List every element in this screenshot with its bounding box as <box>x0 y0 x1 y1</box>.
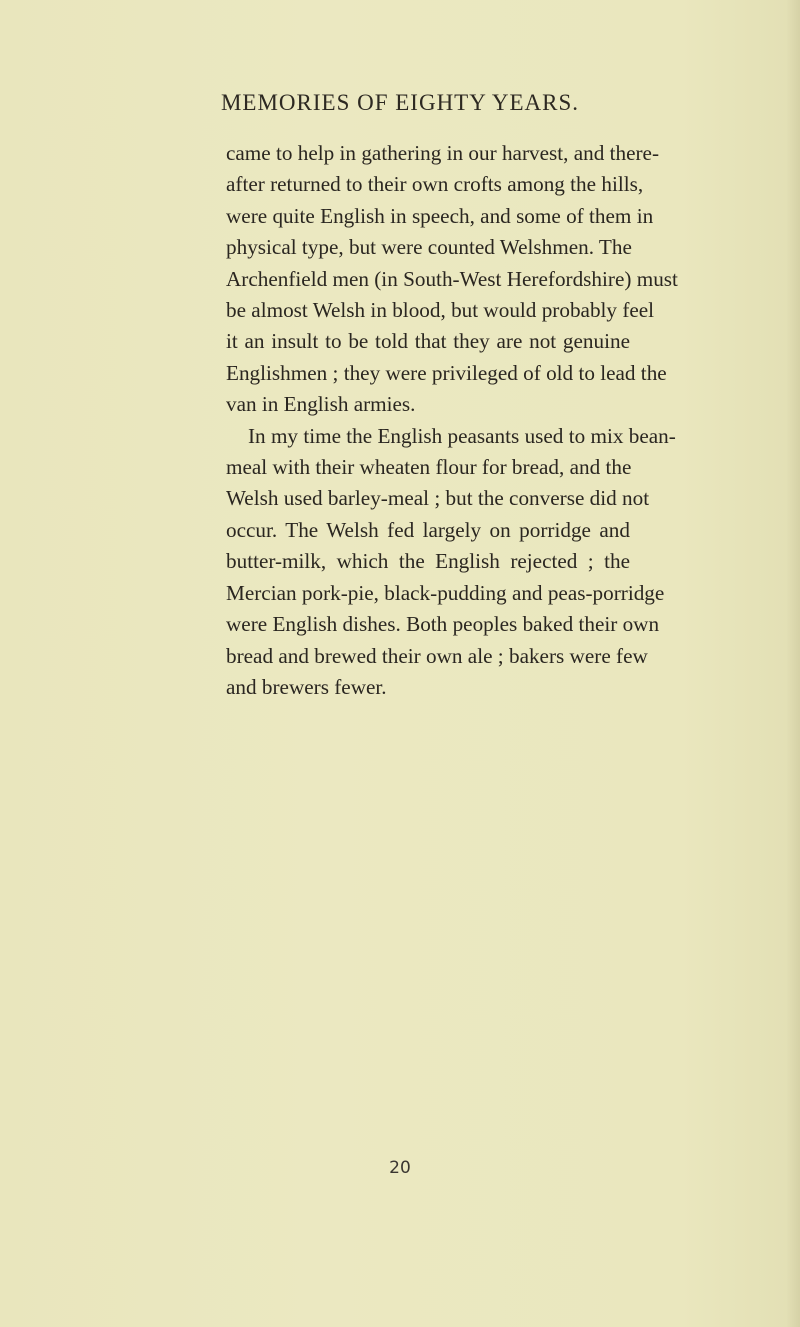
text-line: Archenfield men (in South-West Herefordshire) must <box>226 266 678 291</box>
page-edge-shadow <box>786 0 800 1327</box>
running-head: MEMORIES OF EIGHTY YEARS. <box>220 90 580 115</box>
paragraph-end-line: van in English armies. <box>226 392 416 417</box>
text-line: Welsh used barley-meal ; but the converse did not <box>226 486 650 511</box>
text-line: physical type, but were counted Welshmen. The <box>226 235 632 260</box>
text-line: bread and brewed their own ale ; bakers were few <box>226 643 648 668</box>
body-text <box>226 138 678 703</box>
text-line: were quite English in speech, and some of them in <box>226 203 654 228</box>
text-line: occur. The Welsh fed largely on porridge and <box>226 517 630 542</box>
text-line: be almost Welsh in blood, but would probably feel <box>226 298 655 323</box>
text-line: it an insult to be told that they are not genuine <box>226 329 630 354</box>
text-line: Mercian pork-pie, black-pudding and peas-porridge <box>226 580 665 605</box>
text-line: Englishmen ; they were privileged of old to lead the <box>226 360 667 385</box>
text-line: came to help in gathering in our harvest, and there- <box>226 141 660 165</box>
paragraph-start-line: In my time the English peasants used to mix bean- <box>248 423 676 448</box>
text-line: meal with their wheaten flour for bread, and the <box>226 455 632 480</box>
text-line: after returned to their own crofts among the hills, <box>226 172 644 197</box>
paragraph-end-line: and brewers fewer. <box>226 674 387 699</box>
text-line: were English dishes. Both peoples baked their own <box>226 612 660 637</box>
page-number: 20 <box>389 1158 411 1178</box>
text-line: butter-milk, which the English rejected ; the <box>226 549 630 574</box>
